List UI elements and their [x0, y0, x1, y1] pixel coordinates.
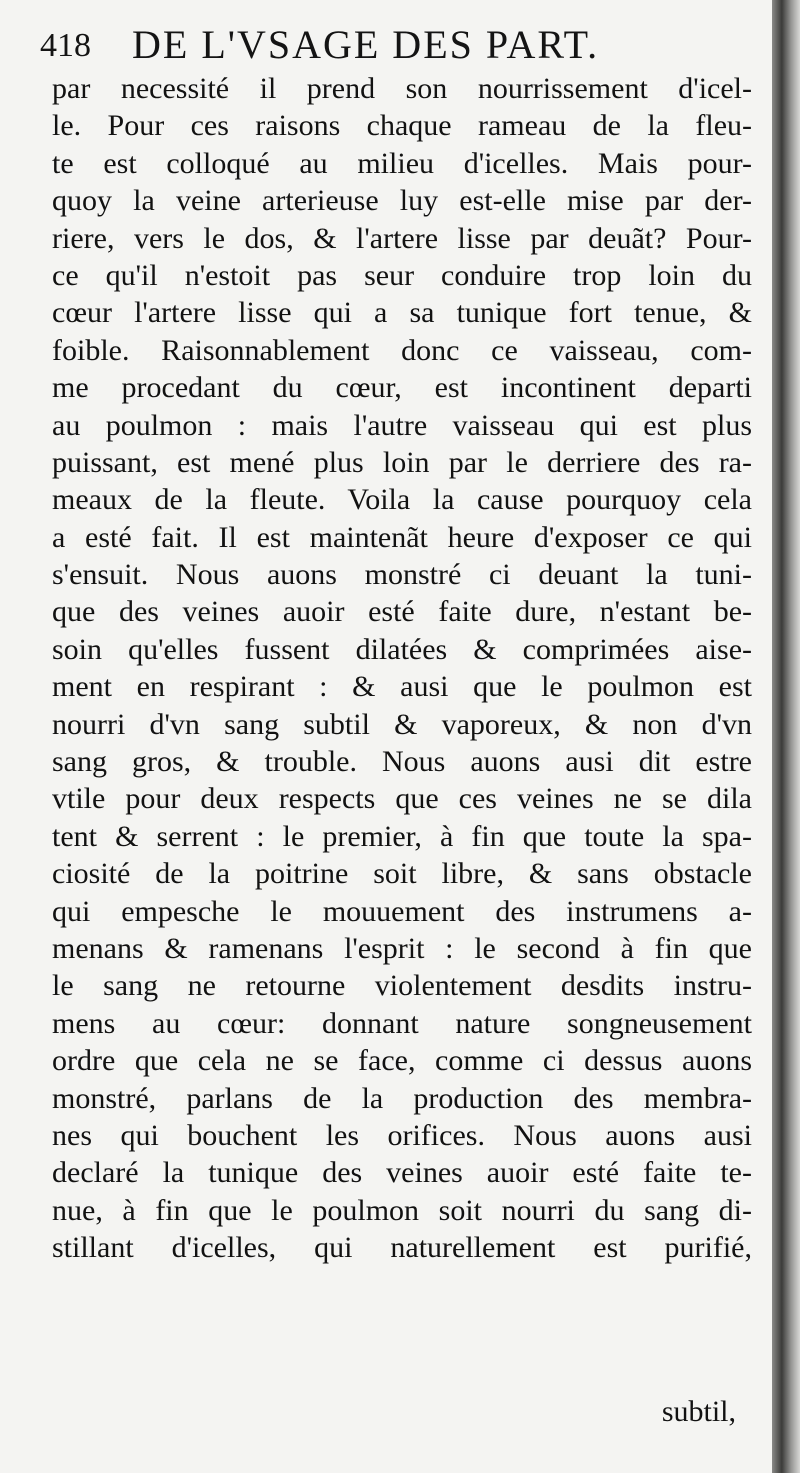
text-line: le. Pour ces raisons chaque rameau de la fleu-: [52, 109, 752, 143]
page-number: 418: [40, 27, 91, 64]
text-line: puissant, est mené plus loin par le derriere des ra-: [52, 445, 752, 479]
text-line: soin qu'elles fussent dilatées & comprimées aise-: [52, 632, 752, 666]
text-line: que des veines auoir esté faite dure, n'estant be-: [52, 595, 752, 629]
text-line: te est colloqué au milieu d'icelles. Mais pour-: [52, 146, 752, 180]
text-line: menans & ramenans l'esprit : le second à fin que: [52, 931, 752, 965]
text-line: declaré la tunique des veines auoir esté faite te-: [52, 1156, 752, 1190]
text-line: quoy la veine arterieuse luy est-elle mise par der-: [52, 184, 752, 218]
text-line: au poulmon : mais l'autre vaisseau qui est plus: [52, 408, 752, 442]
text-line: s'ensuit. Nous auons monstré ci deuant la tuni-: [52, 558, 752, 592]
catchword: subtil,: [661, 1395, 736, 1428]
text-line: ce qu'il n'estoit pas seur conduire trop loin du: [52, 258, 752, 292]
text-line: cœur l'artere lisse qui a sa tunique fort tenue, &: [52, 296, 752, 330]
text-line: me procedant du cœur, est incontinent departi: [52, 371, 752, 405]
text-line: foible. Raisonnablement donc ce vaisseau, com-: [52, 333, 752, 367]
text-line: riere, vers le dos, & l'artere lisse par deuãt? Pour-: [52, 221, 752, 255]
text-line: nue, à fin que le poulmon soit nourri du sang di-: [52, 1193, 752, 1227]
text-line: monstré, parlans de la production des membra-: [52, 1081, 752, 1115]
text-line: par necessité il prend son nourrissement d'icel-: [52, 72, 752, 105]
running-title: DE L'VSAGE DES PART.: [132, 22, 600, 67]
text-line: stillant d'icelles, qui naturellement est purifié,: [52, 1231, 752, 1265]
text-line: sang gros, & trouble. Nous auons ausi dit estre: [52, 745, 752, 779]
text-line: nourri d'vn sang subtil & vaporeux, & non d'vn: [52, 707, 752, 741]
text-line: ordre que cela ne se face, comme ci dessus auons: [52, 1044, 752, 1078]
text-line: ment en respirant : & ausi que le poulmon est: [52, 670, 752, 704]
text-line: ciosité de la poitrine soit libre, & sans obstacle: [52, 857, 752, 891]
text-line: mens au cœur: donnant nature songneusement: [52, 1006, 752, 1040]
text-line: a esté fait. Il est maintenãt heure d'exposer ce qui: [52, 520, 752, 554]
text-line: vtile pour deux respects que ces veines ne se dila: [52, 782, 752, 816]
text-line: le sang ne retourne violentement desdits instru-: [52, 969, 752, 1003]
text-line: meaux de la fleute. Voila la cause pourquoy cela: [52, 483, 752, 517]
body-text: [52, 70, 752, 1267]
text-line: qui empesche le mouuement des instrumens a-: [52, 894, 752, 928]
page-header: [40, 12, 760, 72]
page-edge-shadow: [772, 0, 800, 1473]
text-line: tent & serrent : le premier, à fin que toute la spa-: [52, 819, 752, 853]
text-line: nes qui bouchent les orifices. Nous auons ausi: [52, 1118, 752, 1152]
